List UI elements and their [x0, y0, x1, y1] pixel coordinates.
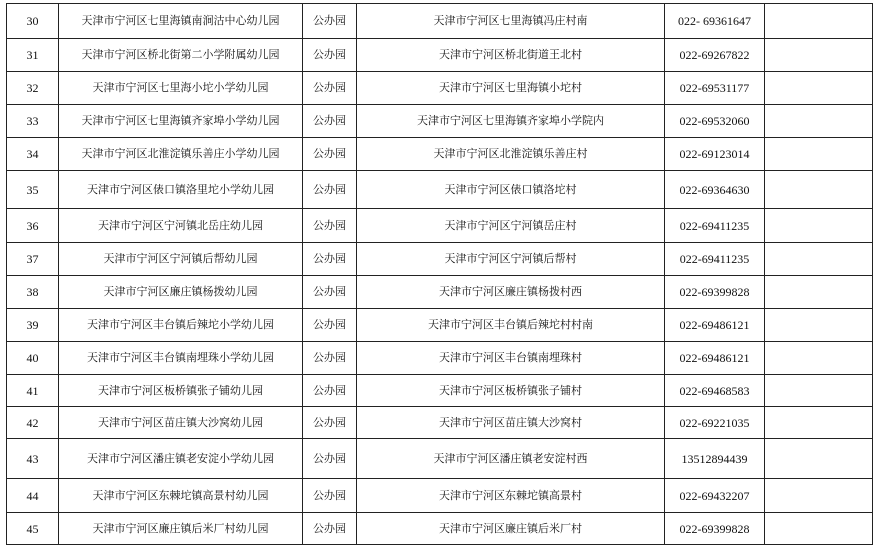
note-cell	[765, 39, 873, 72]
kindergarten-type: 公办园	[303, 276, 357, 309]
kindergarten-type: 公办园	[303, 407, 357, 439]
kindergarten-address: 天津市宁河区苗庄镇大沙窝村	[357, 407, 665, 439]
kindergarten-name: 天津市宁河区苗庄镇大沙窝幼儿园	[59, 407, 303, 439]
contact-phone: 022-69221035	[665, 407, 765, 439]
kindergarten-name: 天津市宁河区俵口镇洛里坨小学幼儿园	[59, 171, 303, 209]
row-number: 33	[7, 105, 59, 138]
kindergarten-address: 天津市宁河区北淮淀镇乐善庄村	[357, 138, 665, 171]
kindergarten-type: 公办园	[303, 39, 357, 72]
note-cell	[765, 209, 873, 243]
kindergarten-address: 天津市宁河区七里海镇齐家埠小学院内	[357, 105, 665, 138]
contact-phone: 022-69468583	[665, 375, 765, 407]
kindergarten-address: 天津市宁河区丰台镇后辣坨村村南	[357, 309, 665, 342]
kindergarten-name: 天津市宁河区廉庄镇后米厂村幼儿园	[59, 513, 303, 545]
contact-phone: 022- 69361647	[665, 4, 765, 39]
row-number: 41	[7, 375, 59, 407]
kindergarten-address: 天津市宁河区板桥镇张子铺村	[357, 375, 665, 407]
row-number: 30	[7, 4, 59, 39]
kindergarten-address: 天津市宁河区俵口镇洛坨村	[357, 171, 665, 209]
row-number: 45	[7, 513, 59, 545]
note-cell	[765, 342, 873, 375]
contact-phone: 13512894439	[665, 439, 765, 479]
kindergarten-name: 天津市宁河区东棘坨镇高景村幼儿园	[59, 479, 303, 513]
table-row	[7, 243, 873, 276]
row-number: 40	[7, 342, 59, 375]
kindergarten-name: 天津市宁河区丰台镇南埋珠小学幼儿园	[59, 342, 303, 375]
table-row	[7, 105, 873, 138]
table-row	[7, 479, 873, 513]
kindergarten-type: 公办园	[303, 4, 357, 39]
note-cell	[765, 479, 873, 513]
kindergarten-address: 天津市宁河区七里海镇小坨村	[357, 72, 665, 105]
note-cell	[765, 276, 873, 309]
row-number: 37	[7, 243, 59, 276]
row-number: 39	[7, 309, 59, 342]
table-row	[7, 4, 873, 39]
contact-phone: 022-69399828	[665, 276, 765, 309]
kindergarten-type: 公办园	[303, 72, 357, 105]
table-row	[7, 342, 873, 375]
contact-phone: 022-69411235	[665, 243, 765, 276]
table-row	[7, 439, 873, 479]
contact-phone: 022-69399828	[665, 513, 765, 545]
row-number: 38	[7, 276, 59, 309]
kindergarten-type: 公办园	[303, 439, 357, 479]
kindergarten-address: 天津市宁河区七里海镇冯庄村南	[357, 4, 665, 39]
kindergarten-type: 公办园	[303, 209, 357, 243]
contact-phone: 022-69267822	[665, 39, 765, 72]
kindergarten-type: 公办园	[303, 513, 357, 545]
kindergarten-name: 天津市宁河区宁河镇后帮幼儿园	[59, 243, 303, 276]
kindergarten-name: 天津市宁河区桥北街第二小学附属幼儿园	[59, 39, 303, 72]
contact-phone: 022-69364630	[665, 171, 765, 209]
kindergarten-name: 天津市宁河区七里海镇齐家埠小学幼儿园	[59, 105, 303, 138]
table-row	[7, 407, 873, 439]
contact-phone: 022-69432207	[665, 479, 765, 513]
note-cell	[765, 243, 873, 276]
note-cell	[765, 171, 873, 209]
row-number: 32	[7, 72, 59, 105]
note-cell	[765, 105, 873, 138]
kindergarten-name: 天津市宁河区宁河镇北岳庄幼儿园	[59, 209, 303, 243]
contact-phone: 022-69411235	[665, 209, 765, 243]
contact-phone: 022-69486121	[665, 309, 765, 342]
kindergarten-address: 天津市宁河区廉庄镇杨拨村西	[357, 276, 665, 309]
note-cell	[765, 375, 873, 407]
contact-phone: 022-69531177	[665, 72, 765, 105]
table-row	[7, 309, 873, 342]
row-number: 31	[7, 39, 59, 72]
kindergarten-type: 公办园	[303, 105, 357, 138]
note-cell	[765, 407, 873, 439]
row-number: 36	[7, 209, 59, 243]
note-cell	[765, 138, 873, 171]
row-number: 42	[7, 407, 59, 439]
kindergarten-type: 公办园	[303, 342, 357, 375]
kindergarten-address: 天津市宁河区桥北街道王北村	[357, 39, 665, 72]
table-row	[7, 513, 873, 545]
kindergarten-address: 天津市宁河区廉庄镇后米厂村	[357, 513, 665, 545]
contact-phone: 022-69486121	[665, 342, 765, 375]
note-cell	[765, 439, 873, 479]
kindergarten-name: 天津市宁河区潘庄镇老安淀小学幼儿园	[59, 439, 303, 479]
kindergarten-address: 天津市宁河区东棘坨镇高景村	[357, 479, 665, 513]
table-row	[7, 209, 873, 243]
contact-phone: 022-69123014	[665, 138, 765, 171]
kindergarten-address: 天津市宁河区宁河镇后帮村	[357, 243, 665, 276]
row-number: 34	[7, 138, 59, 171]
table-row	[7, 276, 873, 309]
kindergarten-type: 公办园	[303, 243, 357, 276]
kindergarten-address: 天津市宁河区丰台镇南埋珠村	[357, 342, 665, 375]
kindergarten-type: 公办园	[303, 309, 357, 342]
note-cell	[765, 513, 873, 545]
table-row	[7, 39, 873, 72]
kindergarten-name: 天津市宁河区丰台镇后辣坨小学幼儿园	[59, 309, 303, 342]
kindergarten-address: 天津市宁河区宁河镇岳庄村	[357, 209, 665, 243]
contact-phone: 022-69532060	[665, 105, 765, 138]
note-cell	[765, 309, 873, 342]
kindergarten-type: 公办园	[303, 375, 357, 407]
kindergarten-type: 公办园	[303, 138, 357, 171]
table-row	[7, 375, 873, 407]
kindergarten-name: 天津市宁河区廉庄镇杨拨幼儿园	[59, 276, 303, 309]
kindergarten-name: 天津市宁河区七里海镇南涧沽中心幼儿园	[59, 4, 303, 39]
kindergarten-table	[6, 3, 873, 545]
table-row	[7, 72, 873, 105]
kindergarten-type: 公办园	[303, 479, 357, 513]
table-row	[7, 171, 873, 209]
kindergarten-type: 公办园	[303, 171, 357, 209]
row-number: 44	[7, 479, 59, 513]
kindergarten-name: 天津市宁河区板桥镇张子铺幼儿园	[59, 375, 303, 407]
row-number: 35	[7, 171, 59, 209]
kindergarten-address: 天津市宁河区潘庄镇老安淀村西	[357, 439, 665, 479]
row-number: 43	[7, 439, 59, 479]
kindergarten-name: 天津市宁河区北淮淀镇乐善庄小学幼儿园	[59, 138, 303, 171]
note-cell	[765, 4, 873, 39]
note-cell	[765, 72, 873, 105]
kindergarten-name: 天津市宁河区七里海小坨小学幼儿园	[59, 72, 303, 105]
table-row	[7, 138, 873, 171]
